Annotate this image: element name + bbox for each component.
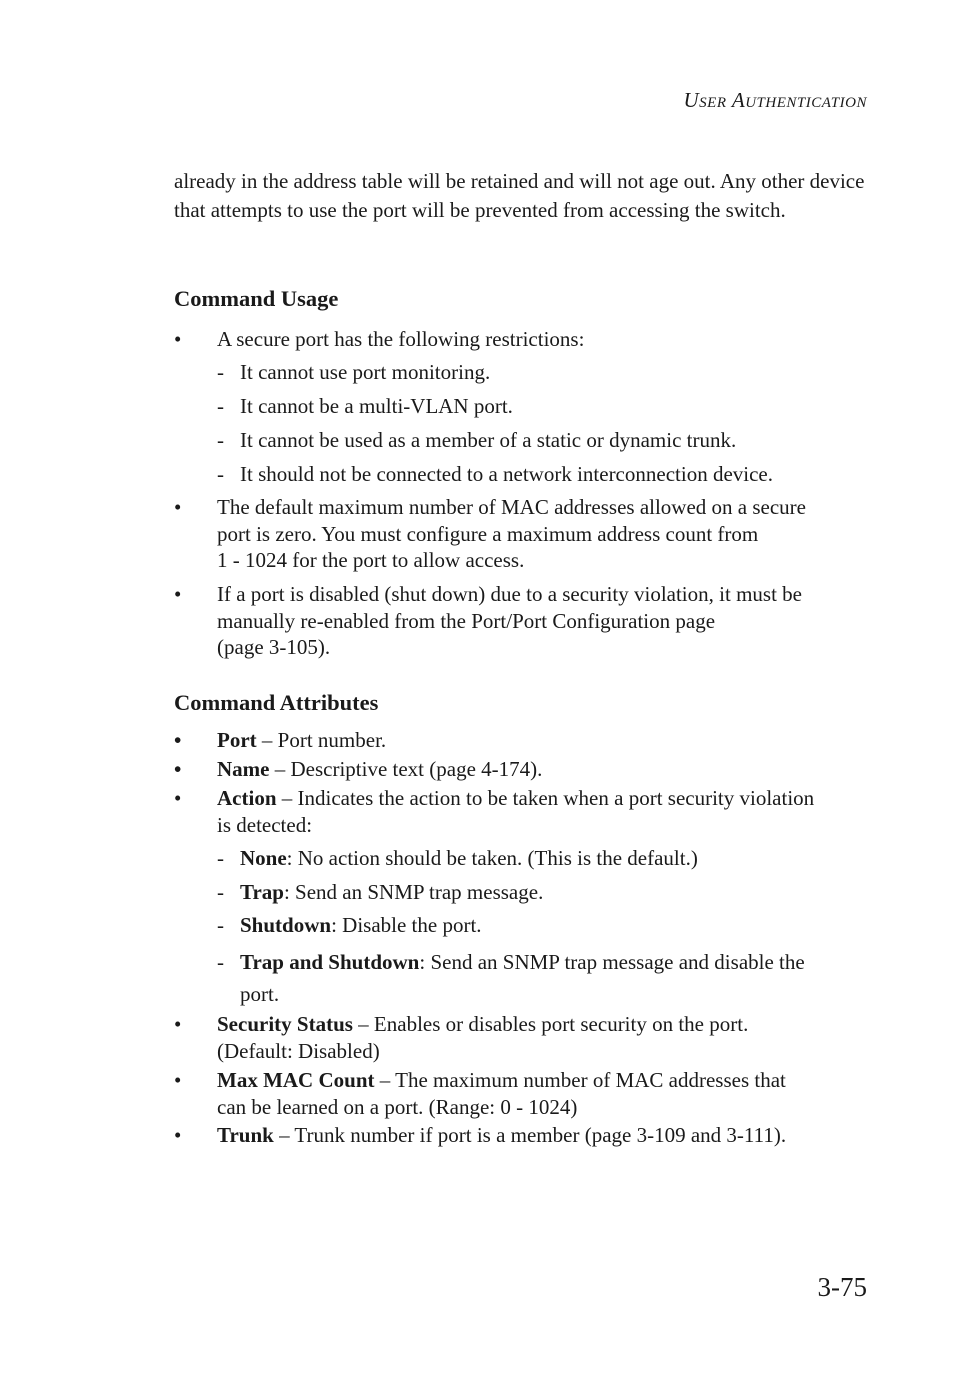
attr-max-mac-count: • Max MAC Count – The maximum number of MAC addresses that can be learned on a port. (Range: 0 - 1024) (174, 1068, 786, 1119)
dash-icon: - (217, 360, 224, 384)
attr-name: • Name – Descriptive text (page 4-174). (174, 757, 543, 781)
bullet-icon: • (174, 1012, 182, 1036)
attr-action: • Action – Indicates the action to be taken when a port security violation is detected: (174, 786, 815, 837)
usage-list (174, 326, 868, 353)
attr-security-status: • Security Status – Enables or disables port security on the port. (Default: Disabled) (174, 1012, 749, 1063)
usage-item-default-max: • The default maximum number of MAC addresses allowed on a secure port is zero. You must configure a maximum address count from 1 - 1024 for the port to allow access. (174, 495, 806, 572)
command-attributes-heading: Command Attributes (174, 690, 379, 715)
sub-item: - It cannot be a multi-VLAN port. (217, 394, 513, 418)
bullet-icon: • (174, 728, 182, 752)
page-number: 3-75 (817, 1272, 867, 1302)
bullet-icon: • (174, 495, 182, 519)
intro-paragraph: already in the address table will be retained and will not age out. Any other device that attempts to use the port will be prevented from accessing the switch. (174, 169, 865, 222)
bullet-icon: • (174, 327, 182, 351)
sub-item: - Trap and Shutdown: Send an SNMP trap message and disable the port. (174, 946, 805, 1010)
running-header: USER AUTHENTICATION (683, 88, 867, 112)
sub-item: - It cannot use port monitoring. (217, 360, 491, 384)
bullet-icon: • (174, 1123, 182, 1147)
sub-item: - None: No action should be taken. (This is the default.) (217, 846, 698, 870)
attr-port: • Port – Port number. (174, 728, 387, 752)
command-usage-heading: Command Usage (174, 286, 339, 311)
bullet-icon: • (174, 1068, 182, 1092)
dash-icon: - (217, 394, 224, 418)
dash-icon: - (217, 846, 224, 870)
sub-item: - Trap: Send an SNMP trap message. (217, 880, 544, 904)
dash-icon: - (217, 462, 224, 486)
list-item: • A secure port has the following restrictions: (174, 327, 585, 351)
dash-icon: - (217, 950, 224, 974)
dash-icon: - (217, 880, 224, 904)
bullet-icon: • (174, 757, 182, 781)
sub-item: - It should not be connected to a network interconnection device. (217, 462, 773, 486)
dash-icon: - (217, 428, 224, 452)
bullet-icon: • (174, 786, 182, 810)
dash-icon: - (217, 913, 224, 937)
bullet-icon: • (174, 582, 182, 606)
sub-item: - It cannot be used as a member of a static or dynamic trunk. (217, 428, 737, 452)
sub-item: - Shutdown: Disable the port. (217, 913, 482, 937)
usage-item-disabled-port: • If a port is disabled (shut down) due to a security violation, it must be manually re-enabled from the Port/Port Configuration page (page 3-105). (174, 582, 802, 659)
attr-trunk: • Trunk – Trunk number if port is a member (page 3-109 and 3-111). (174, 1123, 787, 1147)
